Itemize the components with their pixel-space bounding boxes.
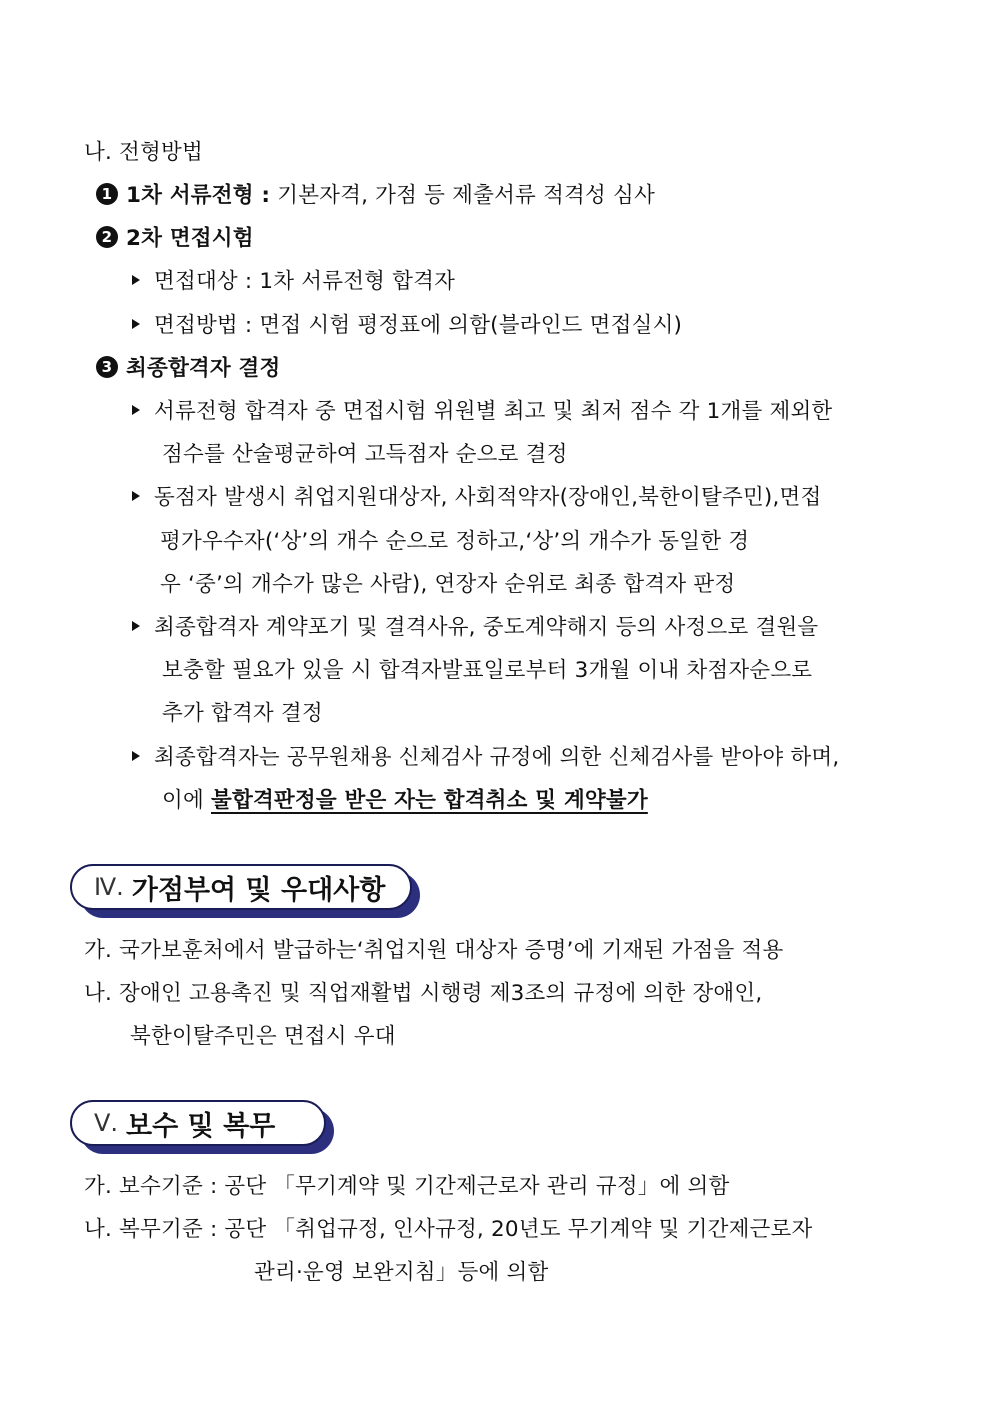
- section-4-line: 가. 국가보훈처에서 발급하는‘취업지원 대상자 증명’에 기재된 가점을 적용: [84, 938, 784, 963]
- step-3-item-cont: 점수를 산술평균하여 고득점자 순으로 결정: [162, 442, 568, 467]
- triangle-bullet-icon: [132, 319, 140, 329]
- step-1-title: 1차 서류전형 :: [126, 183, 271, 208]
- section-b-heading: 나. 전형방법: [84, 140, 203, 165]
- section-5-number: Ⅴ.: [94, 1109, 119, 1137]
- step-2-item: 면접방법 : 면접 시험 평정표에 의함(블라인드 면접실시): [132, 311, 682, 341]
- step-2-title: 2차 면접시험: [126, 226, 254, 251]
- step-1-desc: 기본자격, 가점 등 제출서류 적격성 심사: [277, 183, 655, 208]
- step-1: [96, 181, 655, 211]
- step-2-number: 2: [96, 226, 118, 248]
- step-3-item-cont: 우 ‘중’의 개수가 많은 사람), 연장자 순위로 최종 합격자 판정: [160, 572, 736, 597]
- step-3-item: 동점자 발생시 취업지원대상자, 사회적약자(장애인,북한이탈주민),면접: [132, 483, 822, 513]
- step-3-item-cont: 추가 합격자 결정: [162, 701, 323, 726]
- triangle-bullet-icon: [132, 621, 140, 631]
- emphasis-text: 불합격판정을 받은 자는 합격취소 및 계약불가: [211, 788, 648, 813]
- section-5-title: 보수 및 복무: [126, 1110, 276, 1142]
- section-4-line: 나. 장애인 고용촉진 및 직업재활법 시행령 제3조의 규정에 의한 장애인,: [84, 981, 763, 1006]
- section-5-line: 가. 보수기준 : 공단 「무기계약 및 기간제근로자 관리 규정」에 의함: [84, 1174, 730, 1199]
- step-3-item: 최종합격자 계약포기 및 결격사유, 중도계약해지 등의 사정으로 결원을: [132, 613, 818, 643]
- step-3-item-cont: 이에 불합격판정을 받은 자는 합격취소 및 계약불가: [162, 788, 648, 813]
- triangle-bullet-icon: [132, 491, 140, 501]
- step-3-item: 최종합격자는 공무원채용 신체검사 규정에 의한 신체검사를 받아야 하며,: [132, 743, 839, 773]
- step-2: [96, 224, 254, 254]
- step-3-title: 최종합격자 결정: [126, 356, 281, 381]
- section-4-number: Ⅳ.: [94, 873, 124, 901]
- section-4-title: 가점부여 및 우대사항: [131, 874, 386, 906]
- triangle-bullet-icon: [132, 405, 140, 415]
- section-4-line: 북한이탈주민은 면접시 우대: [130, 1024, 396, 1049]
- section-5-line: 나. 복무기준 : 공단 「취업규정, 인사규정, 20년도 무기계약 및 기간제근로자: [84, 1217, 813, 1242]
- step-3-item-cont: 평가우수자(‘상’의 개수 순으로 정하고,‘상’의 개수가 동일한 경: [160, 529, 750, 554]
- step-3-number: 3: [96, 356, 118, 378]
- step-3-item-cont: 보충할 필요가 있을 시 합격자발표일로부터 3개월 이내 차점자순으로: [162, 658, 813, 683]
- step-2-item: 면접대상 : 1차 서류전형 합격자: [132, 267, 455, 297]
- section-4-header-box: [70, 864, 412, 910]
- section-5-line: 관리·운영 보완지침」등에 의함: [254, 1260, 549, 1285]
- triangle-bullet-icon: [132, 275, 140, 285]
- step-1-number: 1: [96, 183, 118, 205]
- triangle-bullet-icon: [132, 751, 140, 761]
- step-3: [96, 354, 280, 384]
- section-5-header-box: [70, 1100, 326, 1146]
- step-3-item: 서류전형 합격자 중 면접시험 위원별 최고 및 최저 점수 각 1개를 제외한: [132, 397, 832, 427]
